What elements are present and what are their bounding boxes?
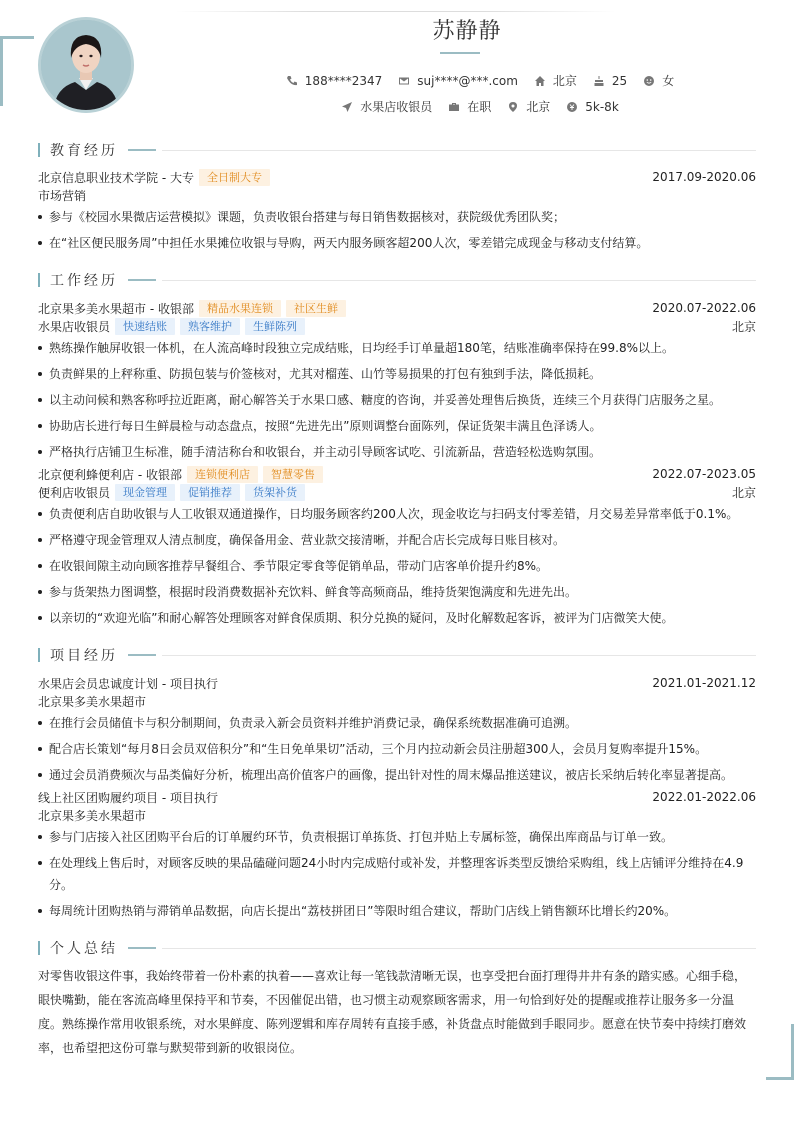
- phone-icon: [286, 75, 298, 87]
- summary-section: [38, 938, 756, 1060]
- section-marker: [38, 941, 40, 955]
- corner-decoration-top-left: [0, 36, 34, 106]
- skill-tag: 快速结账: [115, 318, 175, 335]
- skill-tag: 促销推荐: [180, 484, 240, 501]
- project-entry: [38, 674, 756, 788]
- list-item: 在处理线上售后时，对顾客反映的果品磕碰问题24小时内完成赔付或补发，并整理客诉类型反馈给采购组，线上店铺评分维持在4.9分。: [38, 850, 756, 898]
- gender: 女: [662, 74, 675, 88]
- gender-item: [643, 72, 674, 89]
- list-item: 严格遵守现金管理双人清点制度，确保备用金、营业款交接清晰，并配合店长完成每日账目核对。: [38, 527, 756, 553]
- section-marker: [38, 648, 40, 662]
- briefcase-icon: [448, 101, 460, 113]
- section-accent-line: [128, 279, 156, 281]
- skill-tag: 现金管理: [115, 484, 175, 501]
- skill-tag: 熟客维护: [180, 318, 240, 335]
- section-title: 教育经历: [50, 143, 118, 159]
- job-target: 水果店收银员: [360, 100, 433, 114]
- summary-text: 对零售收银这件事，我始终带着一份朴素的执着——喜欢让每一笔钱款清晰无误，也享受把台面打理得井井有条的踏实感。心细手稳，眼快嘴勤，能在客流高峰里保持平和节奏，不因催促出错，也习惯主动观察顾客需求，用一句恰到好处的提醒或推荐让服务多一分温度。熟练操作常用收银系统，对水果鲜度、陈列逻辑和库存周转有直接手感，补货盘点时能做到手眼同步。愿意在快节奏中持续打磨效率，也希望把这份可靠与默契带到新的收银岗位。: [38, 969, 747, 1055]
- list-item: 配合店长策划“每月8日会员双倍积分”和“生日免单果切”活动，三个月内拉动新会员注册超300人，会员月复购率提升15%。: [38, 736, 756, 762]
- company-name: 北京果多美水果超市 - 收银部: [38, 301, 194, 316]
- email-item: [398, 74, 518, 88]
- project-header: [38, 645, 756, 665]
- list-item: 通过会员消费频次与品类偏好分析，梳理出高价值客户的画像，提出针对性的周末爆品推送建议，被店长采纳后转化率显著提高。: [38, 762, 756, 788]
- education-date: 2017.09-2020.06: [652, 170, 756, 184]
- section-accent-line: [128, 947, 156, 949]
- project-date: 2022.01-2022.06: [652, 790, 756, 804]
- section-divider: [162, 280, 756, 281]
- section-title: 工作经历: [50, 273, 118, 289]
- phone-number: 188****2347: [304, 73, 383, 88]
- age: 25: [611, 73, 628, 88]
- work-header: [38, 270, 756, 290]
- desired-salary: 5k-8k: [585, 99, 619, 114]
- section-accent-line: [128, 149, 156, 151]
- company-tag: 社区生鲜: [286, 300, 346, 317]
- job-role: 便利店收银员: [38, 485, 111, 500]
- skill-tag: 货架补货: [245, 484, 305, 501]
- salary-item: [566, 100, 619, 114]
- list-item: 负责便利店自助收银与人工收银双通道操作，日均服务顾客约200人次，现金收讫与扫码支付零差错，月交易差异常率低于0.1%。: [38, 501, 756, 527]
- company-tag: 智慧零售: [263, 466, 323, 483]
- job-role: 水果店收银员: [38, 319, 111, 334]
- project-bullets: [38, 710, 756, 788]
- company-tag: 连锁便利店: [187, 466, 258, 483]
- hometown: 北京: [552, 74, 577, 88]
- list-item: 负责鲜果的上秤称重、防损包装与价签核对，尤其对榴莲、山竹等易损果的打包有独到手法，降低损耗。: [38, 361, 756, 387]
- work-bullets: [38, 501, 756, 631]
- age-item: [593, 74, 627, 88]
- section-title: 个人总结: [50, 941, 118, 957]
- project-section: [38, 645, 756, 924]
- education-entry-header: [38, 168, 756, 186]
- list-item: 在收银间隙主动向顾客推荐早餐组合、季节限定零食等促销单品，带动门店客单价提升约8%。: [38, 553, 756, 579]
- phone-item: [286, 74, 382, 88]
- work-city: 北京: [731, 485, 756, 500]
- list-item: 严格执行店铺卫生标准，随手清洁称台和收银台，并主动引导顾客试吃、引流新品，营造轻松选购氛围。: [38, 439, 756, 465]
- project-entry: [38, 788, 756, 924]
- project-title: 水果店会员忠诚度计划 - 项目执行: [38, 676, 218, 691]
- send-icon: [341, 101, 353, 113]
- company-tag: 精品水果连锁: [199, 300, 281, 317]
- contact-info-row: [160, 72, 794, 89]
- work-section: [38, 270, 756, 631]
- home-icon: [534, 75, 546, 87]
- header-divider: [176, 11, 616, 12]
- job-target-item: [341, 98, 432, 115]
- work-date: 2020.07-2022.06: [652, 301, 756, 315]
- smiley-icon: [643, 75, 655, 87]
- money-icon: [566, 101, 578, 113]
- email-address: suj****@***.com: [417, 73, 518, 88]
- summary-header: [38, 938, 756, 958]
- project-date: 2021.01-2021.12: [652, 676, 756, 690]
- hometown-item: [534, 72, 577, 89]
- location-pin-icon: [507, 101, 519, 113]
- list-item: 以亲切的“欢迎光临”和耐心解答处理顾客对鲜食保质期、积分兑换的疑问，及时化解数起客诉，被评为门店微笑大使。: [38, 605, 756, 631]
- education-tag: 全日制大专: [199, 169, 270, 186]
- work-date: 2022.07-2023.05: [652, 467, 756, 481]
- project-org: 北京果多美水果超市: [38, 808, 147, 823]
- skill-tag: 生鲜陈列: [245, 318, 305, 335]
- project-org: 北京果多美水果超市: [38, 694, 147, 709]
- major: 市场营销: [38, 188, 87, 203]
- corner-decoration-bottom-right: [766, 1024, 794, 1080]
- list-item: 在“社区便民服务周”中担任水果摊位收银与导购，两天内服务顾客超200人次，零差错完成现金与移动支付结算。: [38, 230, 756, 256]
- list-item: 参与货架热力图调整，根据时段消费数据补充饮料、鲜食等高频商品，维持货架饱满度和先进先出。: [38, 579, 756, 605]
- school-name: 北京信息职业技术学院 - 大专: [38, 170, 194, 185]
- work-entry: [38, 465, 756, 631]
- project-bullets: [38, 824, 756, 924]
- section-accent-line: [128, 654, 156, 656]
- list-item: 参与《校园水果微店运营模拟》课题，负责收银台搭建与每日销售数据核对，获院级优秀团队奖；: [38, 204, 756, 230]
- company-name: 北京便利蜂便利店 - 收银部: [38, 467, 182, 482]
- cake-icon: [593, 75, 605, 87]
- list-item: 以主动问候和熟客称呼拉近距离，耐心解答关于水果口感、糖度的咨询，并妥善处理售后换货，连续三个月获得门店服务之星。: [38, 387, 756, 413]
- candidate-name: 苏静静: [432, 19, 502, 44]
- list-item: 在推行会员储值卡与积分制期间，负责录入新会员资料并维护消费记录，确保系统数据准确可追溯。: [38, 710, 756, 736]
- section-divider: [162, 655, 756, 656]
- work-entry: [38, 299, 756, 465]
- list-item: 每周统计团购热销与滞销单品数据，向店长提出“荔枝拼团日”等限时组合建议，帮助门店线上销售额环比增长约20%。: [38, 898, 756, 924]
- location-item: [507, 98, 550, 115]
- list-item: 协助店长进行每日生鲜晨检与动态盘点，按照“先进先出”原则调整台面陈列，保证货架丰满且色泽诱人。: [38, 413, 756, 439]
- list-item: 熟练操作触屏收银一体机，在人流高峰时段独立完成结账，日均经手订单量超180笔，结账准确率保持在99.8%以上。: [38, 335, 756, 361]
- name-underline: [440, 52, 480, 54]
- employment-status: 在职: [467, 100, 492, 114]
- education-header: [38, 140, 756, 160]
- work-city: 北京: [731, 319, 756, 334]
- section-marker: [38, 273, 40, 287]
- list-item: 参与门店接入社区团购平台后的订单履约环节，负责根据订单拣货、打包并贴上专属标签，确保出库商品与订单一致。: [38, 824, 756, 850]
- mail-icon: [398, 75, 410, 87]
- section-divider: [162, 948, 756, 949]
- section-marker: [38, 143, 40, 157]
- education-section: [38, 140, 756, 256]
- project-title: 线上社区团购履约项目 - 项目执行: [38, 790, 218, 805]
- job-info-row: [160, 98, 794, 115]
- work-bullets: [38, 335, 756, 465]
- section-title: 项目经历: [50, 648, 118, 664]
- status-item: [448, 98, 491, 115]
- desired-location: 北京: [526, 100, 551, 114]
- section-divider: [162, 150, 756, 151]
- education-bullets: [38, 204, 756, 256]
